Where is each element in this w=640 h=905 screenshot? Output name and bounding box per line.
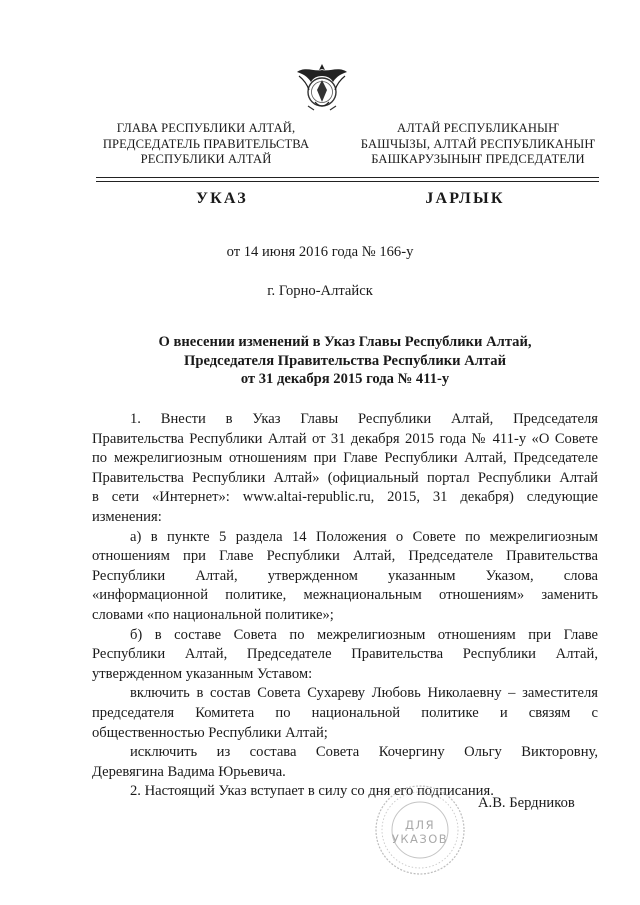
body-line: Правительства Республики Алтай» (официальный портал Республики Алтай: [92, 469, 598, 486]
body-line: по межрелигиозным отношениям при Главе Республики Алтай, Председателе: [92, 450, 598, 467]
header-right-line-2: БАШЧЫЗЫ, АЛТАЙ РЕСПУБЛИКАНЫҤ: [360, 136, 596, 151]
subitem-a: [92, 528, 598, 626]
body-line: 1. Внести в Указ Главы Республики Алтай, Председателя: [130, 411, 598, 427]
document-city: г. Горно-Алтайск: [267, 283, 373, 299]
document-body: [92, 410, 598, 802]
body-line: Республики Алтай, Председателе Правительства Республики Алтай,: [92, 646, 598, 663]
doc-type-russian: УКАЗ: [196, 190, 248, 207]
stamp-text-line-2: УКАЗОВ: [391, 832, 449, 846]
round-stamp: [374, 784, 466, 876]
header-right-block: [358, 121, 598, 168]
title-line-1: О внесении изменений в Указ Главы Республики Алтай,: [158, 334, 532, 350]
header-left-line-3: РЕСПУБЛИКИ АЛТАЙ: [140, 152, 272, 166]
body-line: включить в состав Совета Сухареву Любовь Николаевну – заместителя: [130, 685, 598, 702]
header-divider-thin: [96, 181, 599, 182]
signatory-name: А.В. Бердников: [478, 795, 575, 811]
body-line: Деревягина Вадима Юрьевича.: [92, 763, 286, 780]
body-line: председателя Комитета по национальной политике и связям с: [92, 704, 598, 721]
body-line: общественностью Республики Алтай;: [92, 724, 328, 741]
subitem-exclude: [92, 743, 598, 782]
header-divider-thick: [96, 177, 599, 178]
header-right-line-3: БАШКАРУЗЫНЫҤ ПРЕДСЕДАТЕЛИ: [371, 152, 585, 166]
header-left-block: [100, 121, 312, 168]
body-line: словами «по национальной политике»;: [92, 606, 334, 623]
body-line: а) в пункте 5 раздела 14 Положения о Совете по межрелигиозным: [130, 528, 598, 545]
body-line: изменения:: [92, 508, 162, 525]
document-date: от 14 июня 2016 года № 166-у: [226, 244, 414, 260]
paragraph-1: [92, 410, 598, 528]
body-line: утвержденном указанным Уставом:: [92, 665, 313, 682]
body-line: Правительства Республики Алтай от 31 декабря 2015 года № 411-у «О Совете: [92, 430, 598, 447]
subitem-b: [92, 626, 598, 685]
doc-type-altai: JАРЛЫК: [425, 190, 505, 207]
header-right-line-1: АЛТАЙ РЕСПУБЛИКАНЫҤ: [397, 121, 559, 135]
stamp-text-line-1: ДЛЯ: [404, 818, 436, 832]
body-line: в сети «Интернет»: www.altai-republic.ru, 2015, 31 декабря) следующие: [92, 489, 598, 506]
title-line-2: Председателя Правительства Республики Алтай: [184, 352, 506, 369]
header-left-line-2: ПРЕДСЕДАТЕЛЬ ПРАВИТЕЛЬСТВА: [102, 136, 310, 151]
document-title: [100, 333, 590, 389]
state-emblem-icon: [295, 58, 349, 116]
header-left-line-1: ГЛАВА РЕСПУБЛИКИ АЛТАЙ,: [116, 121, 296, 135]
body-line: 2. Настоящий Указ вступает в силу со дня его подписания.: [130, 783, 494, 800]
body-line: отношениям при Главе Республики Алтай, Председателе Правительства: [92, 548, 598, 565]
body-line: «информационной политике, межнациональным отношениям» заменить: [92, 587, 598, 604]
subitem-include: [92, 684, 598, 743]
body-line: исключить из состава Совета Кочергину Ольгу Викторовну,: [130, 744, 598, 761]
body-line: Республики Алтай, утвержденном указанным Указом, слова: [92, 567, 598, 584]
body-line: б) в составе Совета по межрелигиозным отношениям при Главе: [130, 626, 598, 643]
title-line-3: от 31 декабря 2015 года № 411-у: [240, 371, 450, 388]
